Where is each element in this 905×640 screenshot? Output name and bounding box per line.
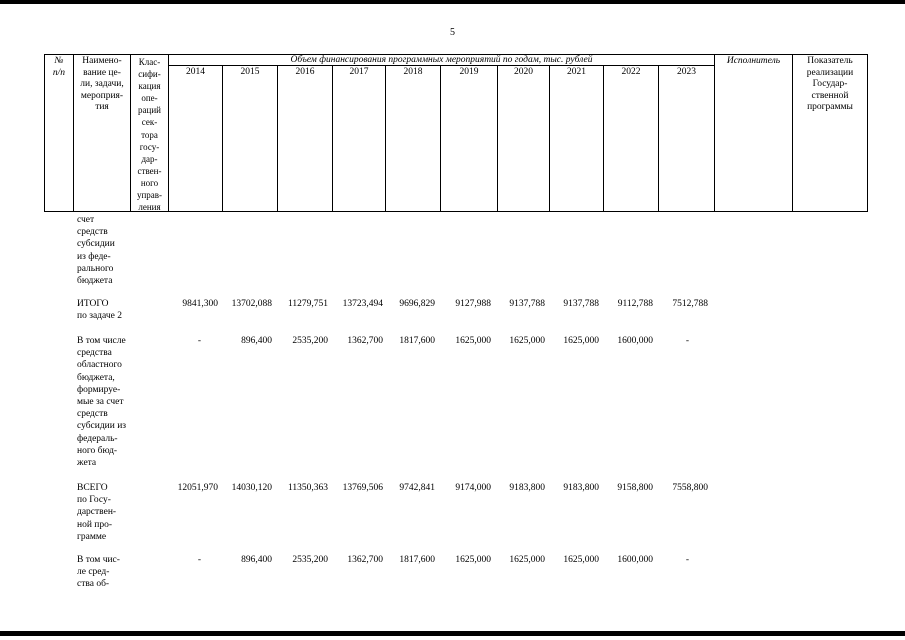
header-vline [440, 65, 441, 212]
row-value-2015: 896,400 [241, 555, 272, 565]
header-vline [714, 54, 715, 212]
row-value-2017: 13769,506 [342, 483, 383, 493]
row-value-2017: 1362,700 [347, 336, 383, 346]
year-header: 2016 [295, 67, 315, 77]
row-name: В том чис- ле сред- ства об- [77, 555, 120, 590]
year-header: 2015 [240, 67, 260, 77]
top-border [0, 0, 905, 4]
col-number-header: № п/п [52, 56, 66, 78]
year-header: 2022 [621, 67, 641, 77]
funding-title: Объем финансирования программных мероприятий по годам, тыс. рублей [290, 55, 593, 65]
row-name: В том числе средства областного бюджета, формируе- мые за счет средств субсидии из федераль- ного бюд- жета [77, 336, 127, 469]
header-vline [658, 65, 659, 212]
row-value-2019: 1625,000 [455, 555, 491, 565]
page-number: 5 [450, 27, 455, 38]
header-vline [277, 65, 278, 212]
row-value-2020: 1625,000 [509, 555, 545, 565]
year-header: 2020 [514, 67, 533, 77]
row-value-2022: 9158,800 [617, 483, 653, 493]
col-classification-header: Клас- сифи- кация опе- раций сек- тора госу- дар- ствен- ного управ- ления [136, 57, 163, 213]
row-value-2019: 9174,000 [455, 483, 491, 493]
year-header: 2017 [349, 67, 369, 77]
col-indicator-header: Показатель реализации Государ- ственной программы [806, 56, 854, 112]
row-value-2014: 9841,300 [182, 299, 218, 309]
col-executor-header: Исполнитель [726, 56, 781, 66]
row-value-2018: 1817,600 [399, 555, 435, 565]
row-value-2022: 1600,000 [617, 555, 653, 565]
header-vline [867, 54, 868, 212]
header-vline [497, 65, 498, 212]
row-value-2019: 9127,988 [455, 299, 491, 309]
row-name: ИТОГО по задаче 2 [77, 299, 122, 322]
row-value-2022: 1600,000 [617, 336, 653, 346]
row-value-2018: 1817,600 [399, 336, 435, 346]
header-vline [549, 65, 550, 212]
row-value-2021: 1625,000 [563, 336, 599, 346]
col-name-header: Наимено- вание це- ли, задачи, мероприя- тия [80, 56, 124, 112]
row-value-2020: 1625,000 [509, 336, 545, 346]
row-value-2016: 2535,200 [292, 336, 328, 346]
row-value-2023: 7512,788 [672, 299, 708, 309]
row-name: счет средств субсидии из феде- рального бюджета [77, 215, 115, 287]
row-value-2016: 11279,751 [287, 299, 328, 309]
row-value-2018: 9742,841 [399, 483, 435, 493]
header-vline [603, 65, 604, 212]
year-header: 2021 [567, 67, 586, 77]
row-value-2019: 1625,000 [455, 336, 491, 346]
row-value-2020: 9137,788 [509, 299, 545, 309]
row-value-2014: - [197, 555, 201, 565]
header-vline [222, 65, 223, 212]
row-value-2015: 14030,120 [231, 483, 272, 493]
row-value-2017: 13723,494 [342, 299, 383, 309]
row-value-2023: - [685, 555, 689, 565]
year-header: 2019 [459, 67, 479, 77]
row-value-2022: 9112,788 [617, 299, 653, 309]
header-vline [385, 65, 386, 212]
row-value-2023: - [685, 336, 689, 346]
row-value-2021: 9137,788 [563, 299, 599, 309]
header-vline [332, 65, 333, 212]
row-value-2014: - [197, 336, 201, 346]
year-header: 2014 [186, 67, 205, 77]
row-value-2015: 13702,088 [231, 299, 272, 309]
row-value-2016: 2535,200 [292, 555, 328, 565]
row-value-2020: 9183,800 [509, 483, 545, 493]
row-name: ВСЕГО по Госу- дарствен- ной про- грамме [77, 483, 117, 542]
year-header: 2018 [403, 67, 423, 77]
row-value-2016: 11350,363 [287, 483, 328, 493]
row-value-2015: 896,400 [241, 336, 272, 346]
row-value-2017: 1362,700 [347, 555, 383, 565]
row-value-2023: 7558,800 [672, 483, 708, 493]
bottom-border [0, 631, 905, 636]
row-value-2014: 12051,970 [177, 483, 218, 493]
year-header: 2023 [677, 67, 696, 77]
row-value-2018: 9696,829 [399, 299, 435, 309]
row-value-2021: 9183,800 [563, 483, 599, 493]
row-value-2021: 1625,000 [563, 555, 599, 565]
